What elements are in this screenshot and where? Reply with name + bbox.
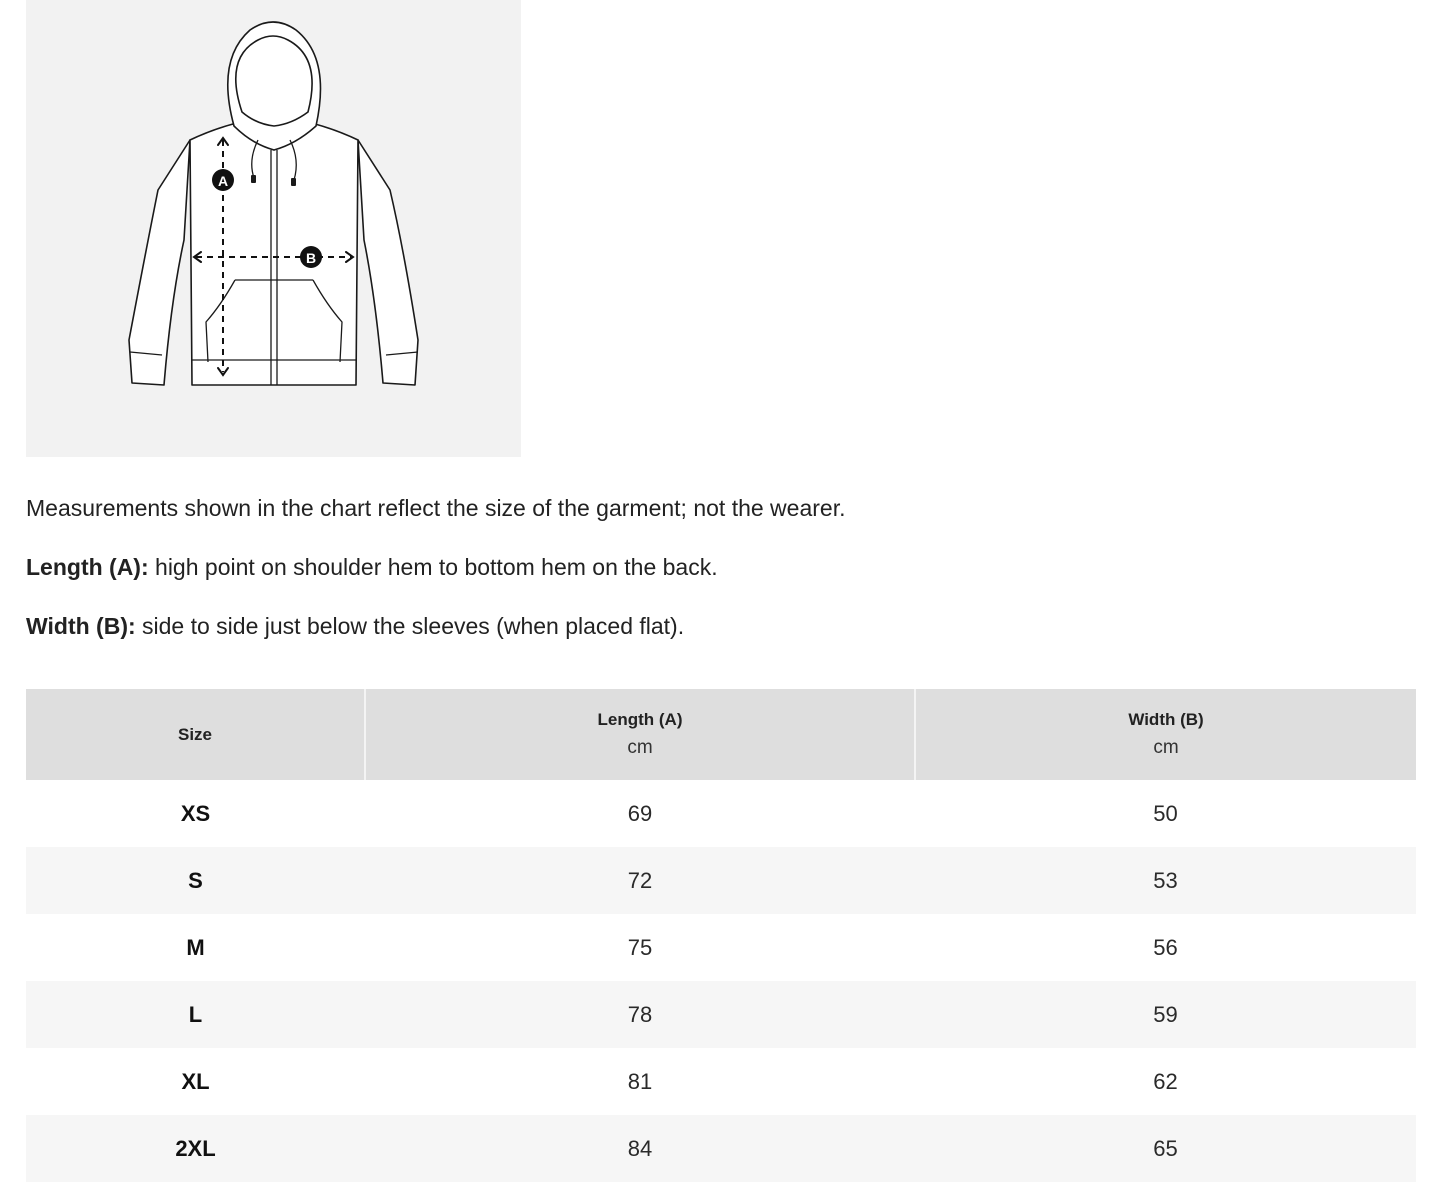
header-width-unit: cm [1153, 736, 1179, 758]
cell-length: 72 [365, 847, 915, 914]
hoodie-measurement-figure [26, 0, 521, 457]
header-length-unit: cm [627, 736, 653, 758]
cell-length: 84 [365, 1115, 915, 1182]
zip-hoodie-illustration [26, 0, 521, 457]
cell-size: S [26, 847, 365, 914]
cell-width: 65 [915, 1115, 1416, 1182]
cell-width: 53 [915, 847, 1416, 914]
width-definition-label: Width (B): [26, 613, 136, 639]
header-length-label: Length (A) [597, 709, 683, 729]
size-chart-table [26, 689, 1416, 1182]
header-width-label: Width (B) [1128, 709, 1204, 729]
cell-width: 56 [1153, 934, 1178, 960]
table-row [26, 981, 1416, 1048]
width-definition [26, 612, 684, 640]
table-row [26, 780, 1416, 847]
header-size [26, 689, 365, 780]
table-header-row [26, 689, 1416, 780]
header-length [365, 689, 915, 780]
measurement-note-text: Measurements shown in the chart reflect the size of the garment; not the wearer. [26, 495, 846, 521]
cell-size: M [186, 934, 205, 960]
width-definition-text: side to side just below the sleeves (when placed flat). [135, 613, 685, 639]
cell-length: 69 [627, 800, 653, 826]
cell-length: 78 [365, 981, 915, 1048]
cell-width: 62 [1153, 1068, 1178, 1094]
cell-size: L [26, 981, 365, 1048]
table-row [26, 914, 1416, 981]
measurement-note [26, 494, 845, 522]
svg-text:B: B [305, 250, 317, 266]
cell-width: 50 [1153, 800, 1178, 826]
cell-size: 2XL [26, 1115, 365, 1182]
marker-b [300, 246, 322, 268]
cell-size: XS [180, 800, 211, 826]
cell-length: 81 [627, 1068, 653, 1094]
table-row [26, 1048, 1416, 1115]
header-size-label: Size [177, 724, 213, 744]
cell-width: 59 [915, 981, 1416, 1048]
length-definition-text: high point on shoulder hem to bottom hem on the back. [148, 554, 718, 580]
header-width [915, 689, 1416, 780]
svg-text:A: A [217, 173, 229, 189]
length-definition-label: Length (A): [26, 554, 149, 580]
cell-length: 75 [627, 934, 653, 960]
marker-a [212, 169, 234, 191]
cell-size: XL [181, 1068, 210, 1094]
table-row [26, 847, 1416, 914]
table-row [26, 1115, 1416, 1182]
length-definition [26, 553, 718, 581]
